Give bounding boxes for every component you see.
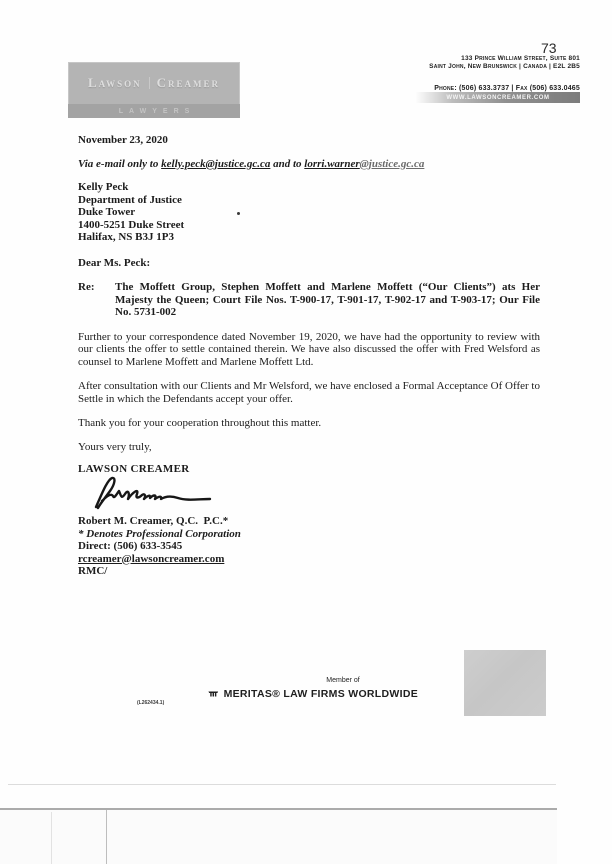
delivery-line [78, 158, 540, 171]
letter-date: November 23, 2020 [78, 134, 168, 146]
scan-artifact-line-1 [8, 784, 556, 785]
letterhead-address [300, 55, 580, 92]
delivery-middle: and to [270, 157, 305, 170]
recipient-email-1: kelly.peck@justice.gc.ca [161, 157, 271, 170]
letterhead-street: 133 Prince William Street, Suite 801 [461, 55, 580, 62]
signer-email: rcreamer@lawsoncreamer.com [78, 552, 225, 565]
letterhead-city: Saint John, New Brunswick | Canada | E2L 2B5 [429, 63, 580, 70]
scan-artifact-wash [0, 810, 557, 864]
handwritten-signature [92, 474, 232, 512]
scan-artifact-vline-1 [106, 810, 107, 864]
scanned-stamp-area [464, 650, 546, 716]
page-number: 73 [541, 40, 557, 56]
firm-signature-name: LAWSON CREAMER [78, 463, 190, 475]
scan-artifact-vline-2 [51, 812, 52, 864]
letterhead-website: WWW.LAWSONCREAMER.COM [446, 94, 550, 101]
signer-name: Robert M. Creamer, Q.C. P.C.* [78, 515, 229, 527]
delivery-prefix: Via e-mail only to [78, 157, 162, 170]
logo-word-lawson: Lawson [87, 75, 142, 90]
re-subject: The Moffett Group, Stephen Moffett and Marlene Moffett (“Our Clients”) ats Her Majesty the Queen; Court File Nos. T-900-17, T-901-17, T-902-17 and T-903-17; Our File No. 5731-002 [115, 281, 540, 318]
closing-line: Yours very truly, [78, 440, 152, 453]
recipient-address-block [78, 181, 540, 244]
logo-lawyers-strip: LAWYERS [68, 104, 240, 118]
body-paragraph-2: After consultation with our Clients and Mr Welsford, we have enclosed a Formal Acceptance Of Offer to Settle in which the Defendants accept your offer. [78, 380, 540, 405]
recipient-city: Halifax, NS B3J 1P3 [78, 231, 174, 243]
meritas-logo-icon [208, 685, 219, 703]
firm-logo [68, 62, 240, 118]
recipient-name: Kelly Peck [78, 181, 129, 193]
body-paragraph-1: Further to your correspondence dated November 19, 2020, we have had the opportunity to review with our clients the offer to settle contained therein. We have also discussed the offer with Fred Welsford as counsel to Marlene Moffett and Marlene Moffett Ltd. [78, 330, 540, 368]
letter-body [78, 134, 540, 578]
logo-divider [149, 77, 150, 89]
letterhead-phone-fax: Phone: (506) 633.3737 | Fax (506) 633.0465 [434, 85, 580, 92]
scan-artifact-line-2 [0, 808, 557, 810]
recipient-email-2-domain: @justice.gc.ca [359, 157, 425, 170]
member-of-label: Member of [326, 677, 360, 684]
meritas-footer [208, 677, 418, 703]
re-line [78, 281, 540, 319]
scan-speck [237, 212, 240, 215]
recipient-street: 1400-5251 Duke Street [78, 218, 185, 231]
recipient-org: Department of Justice [78, 193, 182, 206]
salutation: Dear Ms. Peck: [78, 256, 151, 269]
letterhead-website-bar [416, 92, 580, 103]
document-number: (L262434.1) [137, 700, 165, 706]
recipient-building: Duke Tower [78, 206, 136, 218]
logo-word-creamer: Creamer [156, 75, 221, 90]
body-paragraph-3: Thank you for your cooperation throughout this matter. [78, 417, 322, 429]
signer-denotes-note: * Denotes Professional Corporation [78, 527, 241, 540]
firm-logo-wordmark [68, 62, 240, 104]
re-label: Re: [78, 281, 95, 293]
signer-direct-phone: Direct: (506) 633-3545 [78, 540, 183, 552]
meritas-label: MERITAS® LAW FIRMS WORLDWIDE [223, 688, 418, 700]
recipient-email-2: lorri.warner [304, 157, 360, 170]
signer-initials: RMC/ [78, 565, 108, 577]
